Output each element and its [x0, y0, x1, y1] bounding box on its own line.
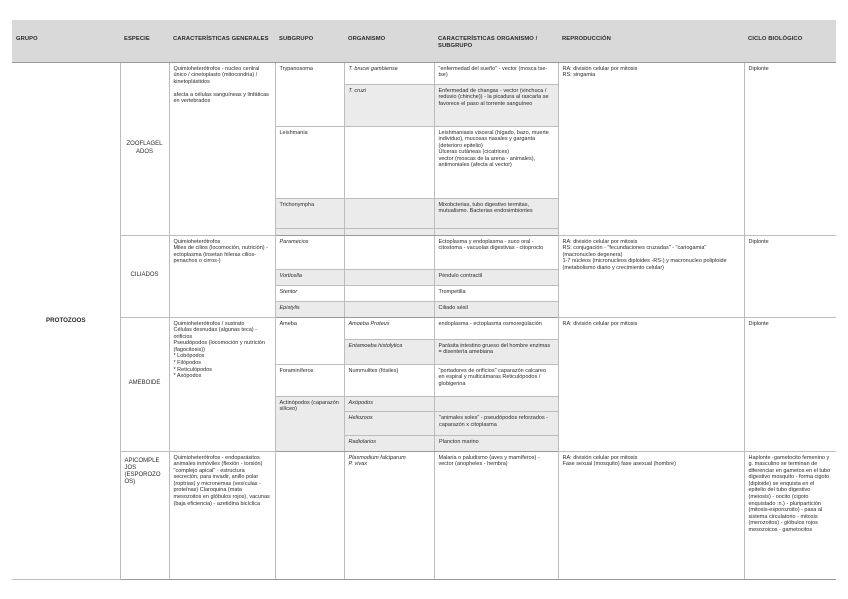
especie-ameboide: AMEBOIDE: [120, 317, 169, 451]
caracteristicas-axopodos: [435, 397, 559, 412]
ciclo-zooflagelados: Diplonte: [744, 62, 836, 235]
subgrupo-paramecios: Paramecios: [275, 235, 344, 269]
reproduccion-zooflagelados: RA: división celular por mitosis RS: singamia: [558, 62, 744, 235]
especie-ciliados: CILIADOS: [120, 235, 169, 317]
organismo-t-brucei: T. brucei gambiense: [344, 62, 434, 84]
header-reproduccion: REPRODUCCIÓN: [558, 20, 744, 62]
spacer-cell: [344, 228, 434, 235]
header-caracteristicas-organismo: CARACTERÍSTICAS ORGANISMO / SUBGRUPO: [434, 20, 558, 62]
organismo-epistylis: [344, 301, 434, 317]
table-row: [12, 62, 836, 84]
caracteristicas-ameboide: Quimioheterótrofos / sustrato Células desnudas (algunas teca) - orificios Pseudópodos (locomoción y nutrición (fagocitosis)) * Lobópodos * Filópodos * Reticulópodos * Axópodos: [169, 317, 275, 451]
table-row: [12, 235, 836, 269]
table-row: [345, 397, 559, 412]
header-subgrupo: SUBGRUPO: [275, 20, 344, 62]
subgrupo-epistylis: Epistylis: [275, 301, 344, 317]
grupo-cell: PROTOZOOS: [12, 62, 120, 579]
subgrupo-ameba: Ameba: [275, 317, 344, 364]
table-row: [12, 451, 836, 579]
especie-apicomplejos: APICOMPLE JOS (ESPOROZO OS): [120, 451, 169, 579]
organismo-entamoeba: Entamoeba histolytica: [344, 339, 434, 364]
caracteristicas-ciliados: Quimioheterótrofos Miles de cilios (locomoción, nutrición) - ectoplasma (insetan hileras cilios-penachos o cirros-): [169, 235, 275, 317]
caracteristicas-amoeba-proteus: endoplasma - ectoplasma osmoregulación: [434, 317, 558, 339]
caracteristicas-paramecios: Ectoplasma y endoplasma - suco oral - citostoma - vacuolas digestivas - citoprocto: [434, 235, 558, 269]
header-row: [12, 20, 836, 62]
organismo-heliozoos: Heliozoos: [345, 412, 435, 436]
ciclo-apicomplejos: Haplonte -gametocito femenino y g. masculino se terminan de diferenciar en gametos en el tubo digestivo mosquito - forma cigoto (diploide) se enquista en el epitelio del tubo digestivo (meiosis) - oocito (cigoto enquistado :n.) - pluripartición (mitosis-esporozoito) - pasa al sistema circulatorio - mitosis (merozoitos) - glóbulos rojos mesozoicos - gametocitos: [744, 451, 836, 579]
header-caracteristicas-generales: CARACTERÍSTICAS GENERALES: [169, 20, 275, 62]
actinopodos-inner-table: [345, 397, 559, 451]
ciclo-ciliados: Diplonte: [744, 235, 836, 317]
caracteristicas-trichonympha: Mixobcterias, tubo digestivo termitas, mutualismo. Bacterias endosimbiontes: [434, 198, 558, 228]
spacer-cell: [275, 228, 344, 235]
caracteristicas-t-cruzi: Enfermedad de changas - vector (vinchuca / reduvio (chinche)) - la picadura al rascarla se favorece el paso al torrente sanguíneo: [434, 84, 558, 126]
ciclo-ameboide: Diplonte: [744, 317, 836, 451]
reproduccion-ameboide: RA: división celular por mitosis: [558, 317, 744, 451]
header-organismo: ORGANISMO: [344, 20, 434, 62]
caracteristicas-epistylis: Ciliado sésil: [434, 301, 558, 317]
caracteristicas-nummulites: "portadores de orificios" caparazón calcareo en espiral y multicámaras Reticulópodos / globigerina: [434, 364, 558, 396]
reproduccion-ciliados: RA: división celular por mitosis RS: conjugación - "fecundaciones cruzadas" - "cariogamia" (macronucleo degenera) 1-7 núcleos (micronucleos diploides -RS-) y macronucleo poliploide (metabolismo diario y crecimiento celular): [558, 235, 744, 317]
table-row: [12, 317, 836, 339]
spacer-cell: [434, 228, 558, 235]
organismo-amoeba-proteus: Amoeba Proteus: [344, 317, 434, 339]
subgrupo-trypanosoma: Trypanosoma: [275, 62, 344, 126]
organismo-plasmodium: Plasmodium falciparum P. vivax: [344, 451, 434, 579]
organismo-paramecios: [344, 235, 434, 269]
actinopodos-subtable: [344, 396, 558, 451]
subgrupo-foraminiferos: Foraminíferos: [275, 364, 344, 396]
organismo-vorticella: [344, 269, 434, 285]
caracteristicas-heliozoos: "animales soles" - pseudópodos reforzados - caparazón x citoplasma: [435, 412, 559, 436]
table-row: [345, 436, 559, 451]
subgrupo-actinopodos: Actinópodos (caparazón silíceo): [275, 396, 344, 451]
caracteristicas-entamoeba: Parásita intestino grueso del hombre enzimas = disentería amebiana: [434, 339, 558, 364]
subgrupo-stentor: Stentor: [275, 285, 344, 301]
table-row: [345, 412, 559, 436]
caracteristicas-vorticella: Péndulo contractil: [434, 269, 558, 285]
subgrupo-trichonympha: Trichonympha: [275, 198, 344, 228]
protozoa-table: [12, 20, 836, 580]
organismo-nummulites: Nummulites (fósiles): [344, 364, 434, 396]
caracteristicas-t-brucei: "enfermedad del sueño" - vector (mosca tse-tse): [434, 62, 558, 84]
subgrupo-vorticella: Vorticella: [275, 269, 344, 285]
organismo-t-cruzi: T. cruzi: [344, 84, 434, 126]
caracteristicas-radiolarios: Plancton marino: [439, 439, 479, 445]
organismo-trichonympha: [344, 198, 434, 228]
subgrupo-apicomplejos: [275, 451, 344, 579]
organismo-leishmania: [344, 126, 434, 198]
organismo-radiolarios: Radiolarios: [345, 436, 435, 451]
header-especie: ESPECIE: [120, 20, 169, 62]
caracteristicas-apicomplejos: Quimioheterótrofos - endoparásitos animales inmóviles (flexión - torsión) "complejo apical" - estructura secreción, para invadir, anillo polar (roptrias) y micronemas (vesículas - proteínas) Claroquina (mata mesozoitos en glóbulos rojos), vacunas (baja eficiencia) - azetidina bicíclica: [169, 451, 275, 579]
caracteristicas-leishmania: Leishmaniasis visceral (hígado, bazo, muerte individuo), mucosas nasales y garganta (deterioro epitelio) Úlceras cutáneas (cicatrices) vector (moscas de la arena - animales), antimoniales (afecta al vector): [434, 126, 558, 198]
caracteristicas-zooflagelados: Quimioheterótrofos - nucleo central único / cinetoplasto (mitocondria) / kinetoplástidos afecta a células sanguíneas y linfáticas en vertebrados: [169, 62, 275, 235]
organismo-axopodos: Axópodos: [345, 397, 435, 412]
especie-zooflagelados: ZOOFLAGEL ADOS: [120, 62, 169, 235]
caracteristicas-plasmodium: Malaria o paludismo (aves y mamíferos) - vector (anopheles - hembra): [434, 451, 558, 579]
header-grupo: GRUPO: [12, 20, 120, 62]
caracteristicas-stentor: Trompetilla: [434, 285, 558, 301]
header-ciclo: CICLO BIOLÓGICO: [744, 20, 836, 62]
reproduccion-apicomplejos: RA: división celular por mitosis Fase sexual (mosquito) fase asexual (hombre): [558, 451, 744, 579]
organismo-stentor: [344, 285, 434, 301]
subgrupo-leishmania: Leishmania: [275, 126, 344, 198]
